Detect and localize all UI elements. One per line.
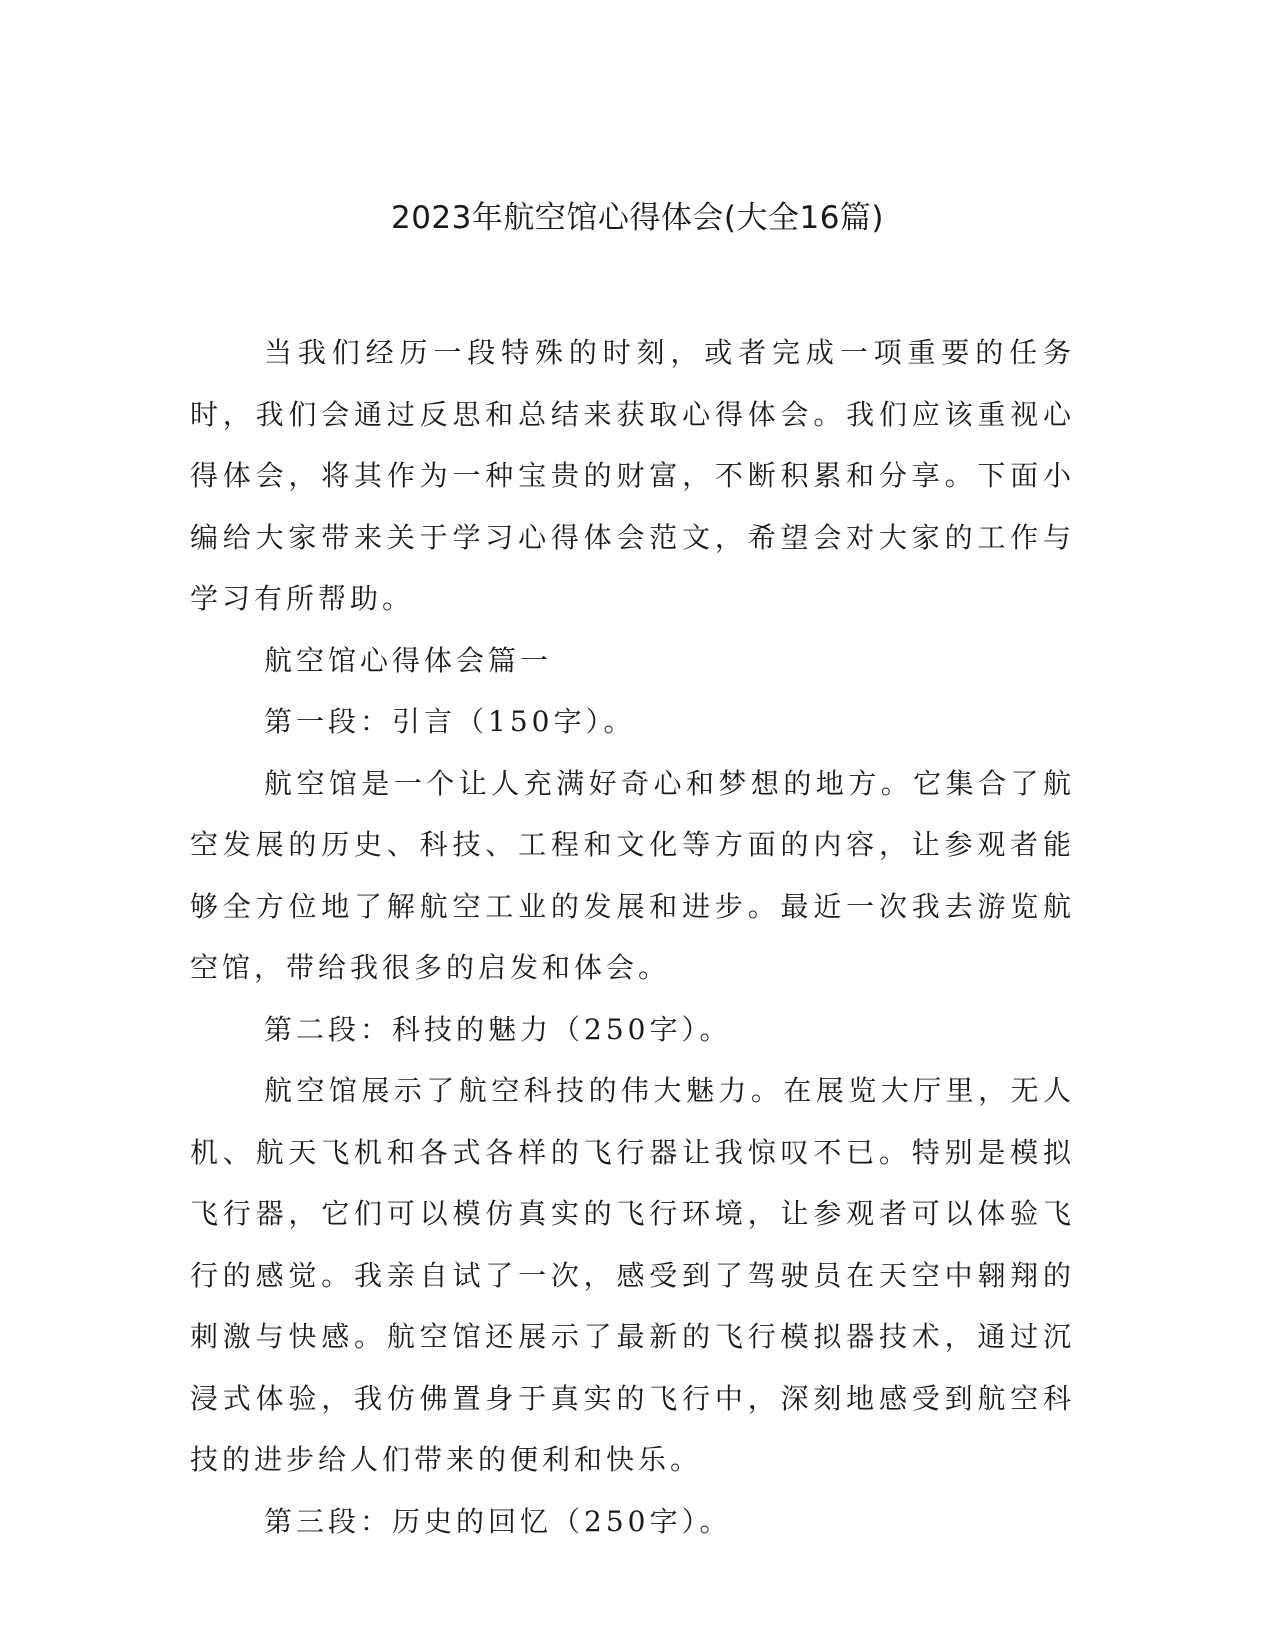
intro-paragraph: 当我们经历一段特殊的时刻，或者完成一项重要的任务时，我们会通过反思和总结来获取心得体会。我们应该重视心得体会，将其作为一种宝贵的财富，不断积累和分享。下面小编给大家带来关于学习心得体会范文，希望会对大家的工作与学习有所帮助。 bbox=[190, 336, 1075, 615]
section-heading-part-one: 航空馆心得体会篇一 bbox=[264, 643, 553, 677]
body-paragraph: 航空馆展示了航空科技的伟大魅力。在展览大厅里，无人机、航天飞机和各式各样的飞行器让我惊叹不已。特别是模拟飞行器，它们可以模仿真实的飞行环境，让参观者可以体验飞行的感觉。我亲自试了一次，感受到了驾驶员在天空中翱翔的刺激与快感。航空馆还展示了最新的飞行模拟器技术，通过沉浸式体验，我仿佛置身于真实的飞行中，深刻地感受到航空科技的进步给人们带来的便利和快乐。 bbox=[190, 1074, 1075, 1476]
subheading-introduction: 第一段：引言（150字）。 bbox=[264, 705, 636, 738]
body-paragraph: 航空馆是一个让人充满好奇心和梦想的地方。它集合了航空发展的历史、科技、工程和文化等方面的内容，让参观者能够全方位地了解航空工业的发展和进步。最近一次我去游览航空馆，带给我很多的启发和体会。 bbox=[190, 766, 1075, 984]
document-title: 2023年航空馆心得体会(大全16篇) bbox=[390, 200, 885, 236]
subheading-history: 第三段：历史的回忆（250字）。 bbox=[264, 1504, 732, 1538]
document-body bbox=[190, 322, 1075, 1552]
subheading-technology: 第二段：科技的魅力（250字）。 bbox=[264, 1012, 732, 1046]
